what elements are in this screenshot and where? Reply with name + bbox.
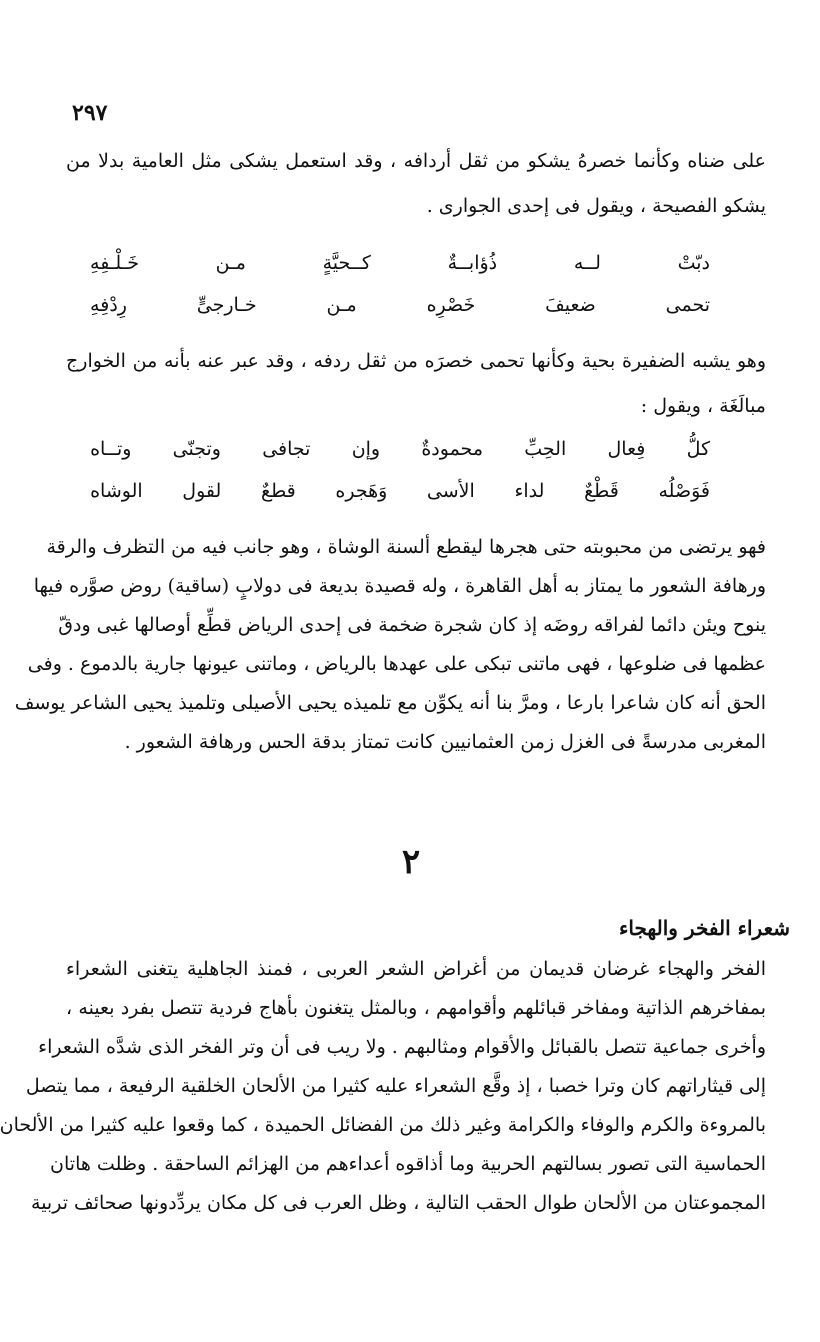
verse-word: مـن [326, 294, 357, 316]
verse-word: رِدْفِهِ [90, 294, 127, 316]
text-line: على ضناه وكأنما خصرهُ يشكو من ثقل أردافه ، وقد استعمل يشكى مثل العامية بدلا من [66, 150, 766, 172]
verse-line [90, 294, 710, 316]
verse-word: الوشاه [90, 480, 143, 502]
text-line: ورهافة الشعور ما يمتاز به أهل القاهرة ، وله قصيدة بديعة فى دولابٍ (ساقية) روض صوَّره فيها [33, 575, 766, 597]
text-line: المجموعتان من الألحان طوال الحقب التالية ، وظل العرب فى كل مكان يردِّدونها صحائف تربية [31, 1192, 766, 1214]
text-line: المغربى مدرسةً فى الغزل زمن العثمانيين كانت تمتاز بدقة الحس ورهافة الشعور . [124, 731, 766, 753]
text-line: الفخر والهجاء غرضان قديمان من أغراض الشعر العربى ، فمنذ الجاهلية يتغنى الشعراء [66, 958, 766, 980]
verse-word: مـن [215, 252, 246, 274]
text-line: بمفاخرهم الذاتية ومفاخر قبائلهم وأقوامهم ، وبالمثل يتغنون بأهاج فردية تتصل بفرد بعينه ، [66, 997, 766, 1019]
text-line: يشكو الفصيحة ، ويقول فى إحدى الجوارى . [426, 195, 766, 217]
verse-word: وإن [351, 438, 381, 460]
verse-word: تحمى [665, 294, 710, 316]
verse-line [90, 438, 710, 460]
text-line: الحق أنه كان شاعرا بارعا ، ومرَّ بنا أنه يكوِّن مع تلميذه يحيى الأصيلى وتلميذ يحيى الشاعر يوسف [14, 692, 766, 714]
paragraph-commentary [66, 352, 766, 437]
text-line: ينوح ويئن دائما لفراقه روضَه إذ كان شجرة ضخمة فى إحدى الرياض قطِّع أوصالها غبى ودقّ [58, 614, 766, 636]
verse-word: الحِبِّ [524, 438, 567, 460]
text-line: عظمها فى ضلوعها ، فهى ماتنى تبكى على عهدها بالرياض ، وماتنى عيونها جارية بالدموع . وفى [27, 653, 766, 675]
verse-word: فَوَصْلُه [658, 480, 710, 502]
paragraph-analysis [14, 536, 766, 772]
paragraph-intro [66, 152, 766, 242]
verse-word: خَصْرِه [426, 294, 476, 316]
verse-word: تجافى [262, 438, 311, 460]
verse-word: دبّتْ [677, 252, 710, 274]
verse-line [90, 252, 710, 274]
verse-word: كــحيَّةٍ [322, 252, 371, 274]
paragraph-section-body [0, 958, 766, 1233]
text-line: بالمروءة والكرم والوفاء والكرامة وغير ذلك من الفضائل الحميدة ، كما وقعوا عليه كثيرا من الألحان [0, 1114, 766, 1136]
verse-word: الأسى [426, 480, 475, 502]
verse-word: محمودةٌ [421, 438, 484, 460]
section-number: ٢ [401, 842, 421, 882]
verse-word: لداء [514, 480, 545, 502]
verse-word: كلُّ [686, 438, 710, 460]
verse-word: فِعال [607, 438, 646, 460]
text-line: الحماسية التى تصور بسالتهم الحربية وما أذاقوه أعداءهم من الهزائم الساحقة . وظلت هاتان [50, 1153, 766, 1175]
verse-word: خـارجىٍّ [196, 294, 257, 316]
text-line: وهو يشبه الضفيرة بحية وكأنها تحمى خصرَه من ثقل ردفه ، وقد عبر عنه بأنه من الخوارج [66, 350, 766, 372]
verse-word: لــه [573, 252, 601, 274]
verse-word: وَهَجره [335, 480, 388, 502]
page-number: ٢٩٧ [72, 100, 108, 126]
verse-word: ذُؤابــةٌ [447, 252, 498, 274]
verse-word: قَطْعٌ [584, 480, 619, 502]
section-title: شعراء الفخر والهجاء [619, 916, 790, 940]
verse-word: خَـلْـفِهِ [90, 252, 139, 274]
verse-word: ضعيفَ [545, 294, 596, 316]
text-line: وأخرى جماعية تتصل بالقبائل والأقوام ومثالبهم . ولا ريب فى أن وتر الفخر الذى شدَّه الشعراء [38, 1036, 766, 1058]
verse-line [90, 480, 710, 502]
verse-word: وتجنّى [172, 438, 221, 460]
verse-word: قطعٌ [260, 480, 296, 502]
verse-word: وتــاه [90, 438, 132, 460]
text-line: فهو يرتضى من محبوبته حتى هجرها ليقطع ألسنة الوشاة ، وهو جانب فيه من التظرف والرقة [46, 536, 766, 558]
text-line: إلى قيثاراتهم كان وترا خصبا ، إذ وقَّع الشعراء عليه كثيرا من الألحان الخلقية الرفيعة ، مما يتصل [25, 1075, 766, 1097]
text-line: مبالَغَة ، ويقول : [640, 395, 766, 417]
verse-word: لقول [182, 480, 222, 502]
